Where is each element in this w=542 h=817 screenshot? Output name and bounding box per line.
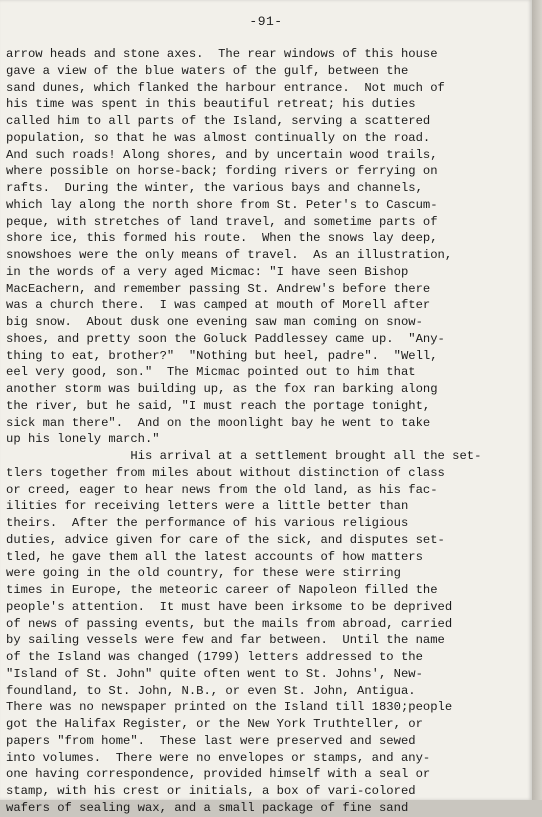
text-line: shore ice, this formed his route. When the snows lay deep, bbox=[6, 231, 438, 246]
text-line: got the Halifax Register, or the New York Truthteller, or bbox=[6, 717, 423, 731]
text-line: by sailing vessels were few and far between. Until the name bbox=[6, 633, 445, 648]
text-line: population, so that he was almost continually on the road. bbox=[6, 130, 431, 145]
text-line: MacEachern, and remember passing St. Andrew's before there bbox=[6, 281, 431, 296]
text-line: were going in the old country, for these were stirring bbox=[6, 566, 401, 581]
text-line: where possible on horse-back; fording rivers or ferrying on bbox=[6, 164, 438, 179]
text-line: sick man there". And on the moonlight bay he went to take bbox=[6, 415, 431, 430]
text-line: There was no newspaper printed on the Island till 1830;people bbox=[6, 700, 453, 715]
text-line: the river, but he said, "I must reach the portage tonight, bbox=[6, 398, 431, 413]
text-line: sand dunes, which flanked the harbour entrance. Not much of bbox=[6, 80, 445, 95]
text-line: up his lonely march." bbox=[6, 432, 160, 447]
text-line: ilities for receiving letters were a little better than bbox=[6, 499, 409, 514]
text-line: or creed, eager to hear news from the old land, as his fac- bbox=[6, 482, 438, 497]
text-line: another storm was building up, as the fox ran barking along bbox=[6, 382, 438, 396]
text-line: peque, with stretches of land travel, and sometime parts of bbox=[6, 214, 438, 229]
text-line: shoes, and pretty soon the Goluck Paddlessey came up. "Any- bbox=[6, 331, 445, 346]
text-line: into volumes. There were no envelopes or stamps, and any- bbox=[6, 750, 431, 765]
text-line: was a church there. I was camped at mouth of Morell after bbox=[6, 298, 431, 313]
text-line: called him to all parts of the Island, serving a scattered bbox=[6, 114, 431, 128]
text-line: snowshoes were the only means of travel. As an illustration, bbox=[6, 248, 453, 262]
text-line: tlers together from miles about without distinction of class bbox=[6, 465, 445, 480]
text-line: people's attention. It must have been irksome to be deprived bbox=[6, 599, 453, 614]
text-line: rafts. During the winter, the various bays and channels, bbox=[6, 181, 423, 195]
text-line: arrow heads and stone axes. The rear windows of this house bbox=[6, 47, 438, 61]
text-line: in the words of a very aged Micmac: "I have seen Bishop bbox=[6, 264, 409, 279]
text-line: tled, he gave them all the latest accounts of how matters bbox=[6, 549, 423, 564]
text-line: which lay along the north shore from St. Peter's to Cascum- bbox=[6, 197, 438, 212]
text-line: one having correspondence, provided himself with a seal or bbox=[6, 767, 431, 782]
text-line: papers "from home". These last were preserved and sewed bbox=[6, 733, 416, 748]
text-line: of news of passing events, but the mails from abroad, carried bbox=[6, 616, 453, 631]
text-line: of the Island was changed (1799) letters addressed to the bbox=[6, 650, 423, 664]
text-line: thing to eat, brother?" "Nothing but heel, padre". "Well, bbox=[6, 348, 438, 363]
text-line: big snow. About dusk one evening saw man coming on snow- bbox=[6, 315, 423, 329]
text-line: eel very good, son." The Micmac pointed out to him that bbox=[6, 365, 416, 380]
page-edge bbox=[532, 0, 542, 800]
text-line: gave a view of the blue waters of the gulf, between the bbox=[6, 63, 409, 78]
text-line: His arrival at a settlement brought all the set- bbox=[6, 449, 482, 463]
text-line: times in Europe, the meteoric career of Napoleon filled the bbox=[6, 583, 438, 597]
text-line: wafers of sealing wax, and a small package of fine sand bbox=[6, 800, 409, 815]
text-line: And such roads! Along shores, and by uncertain wood trails, bbox=[6, 147, 438, 162]
page-number: -91- bbox=[249, 14, 283, 29]
body-text bbox=[6, 46, 526, 817]
text-line: stamp, with his crest or initials, a box of vari-colored bbox=[6, 784, 416, 798]
text-line: theirs. After the performance of his various religious bbox=[6, 516, 409, 530]
text-line: "Island of St. John" quite often went to St. Johns', New- bbox=[6, 666, 423, 681]
text-line: his time was spent in this beautiful retreat; his duties bbox=[6, 97, 416, 112]
text-line: duties, advice given for care of the sick, and disputes set- bbox=[6, 532, 445, 547]
text-line: foundland, to St. John, N.B., or even St. John, Antigua. bbox=[6, 683, 416, 698]
